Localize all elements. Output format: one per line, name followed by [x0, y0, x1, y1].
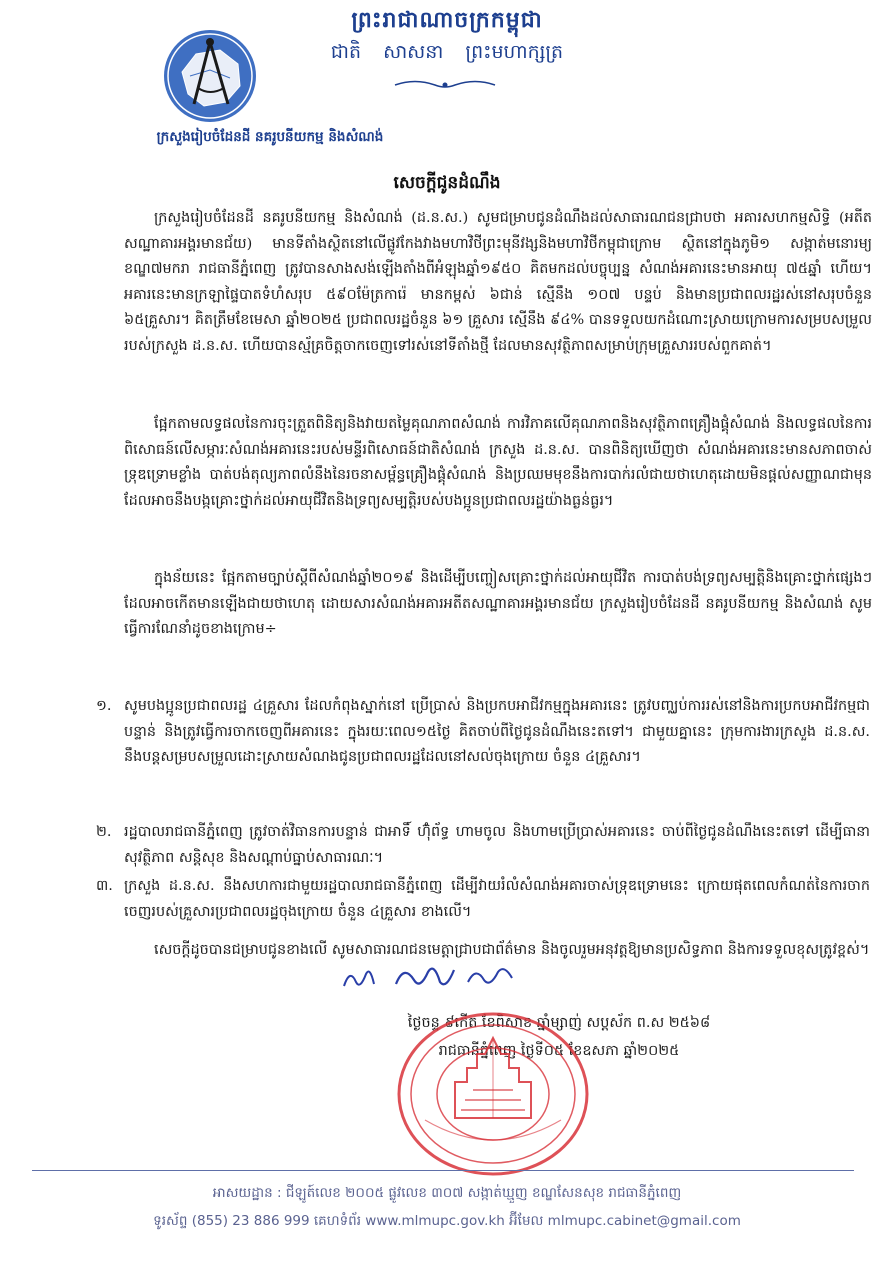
item-number: ៣.: [96, 878, 113, 894]
body-paragraph-1: [124, 206, 872, 359]
official-seal-icon: [395, 1010, 591, 1178]
list-item-3: [96, 874, 870, 925]
notice-title: សេចក្តីជូនដំណឹង: [393, 173, 501, 193]
item-text: សូមបងប្អូនប្រជាពលរដ្ឋ ៤គ្រួសារ ដែលកំពុងស្នាក់នៅ ប្រើប្រាស់ និងប្រកបអាជីវកម្មក្នុងអគារនេះ ត្រូវបញ្ឈប់ការរស់នៅនិងការប្រកបអាជីវកម្មជាបន្ទាន់ និងត្រូវធ្វើការចាកចេញពីអគារនេះ ក្នុងរយៈពេល១៥ថ្ងៃ គិតចាប់ពីថ្ងៃជូនដំណឹងនេះតទៅ។ ជាមួយគ្នានេះ ក្រុមការងារក្រសួង ដ.ន.ស. នឹងបន្តសម្របសម្រួលដោះស្រាយសំណងជូនប្រជាពលរដ្ឋដែលនៅសល់ចុងក្រោយ ចំនួន ៤គ្រួសារ។: [124, 698, 870, 765]
item-number: ១.: [96, 698, 112, 714]
paragraph-text: ផ្អែកតាមលទ្ធផលនៃការចុះត្រួតពិនិត្យនិងវាយតម្លៃគុណភាពសំណង់ ការវិភាគលើគុណភាពនិងសុវត្ថិភាពគ្រឿងផ្គុំសំណង់ និងលទ្ធផលនៃការពិសោធន៍លើសម្ភារៈសំណង់អគារនេះរបស់មន្ទីរពិសោធន៍ជាតិសំណង់ ក្រសួង ដ.ន.ស. បានពិនិត្យឃើញថា សំណង់អគារនេះមានសភាពចាស់ទ្រុឌទ្រោមខ្លាំង បាត់បង់តុល្យភាពលំនឹងនៃរចនាសម្ព័ន្ធគ្រឿងផ្គុំសំណង់ និងប្រឈមមុខនឹងការបាក់រលំជាយថាហេតុដោយមិនផ្តល់សញ្ញាណជាមុន ដែលអាចនឹងបង្កគ្រោះថ្នាក់ដល់អាយុជីវិតនិងទ្រព្យសម្បត្តិរបស់បងប្អូនប្រជាពលរដ្ឋយ៉ាងធ្ងន់ធ្ងរ។: [124, 416, 872, 509]
ministry-logo-icon: [160, 24, 260, 128]
footer-address: អាសយដ្ឋាន : ជីឡូត៍លេខ ២០០៥ ផ្លូវលេខ ៣០៧ សង្កាត់ឃ្មួញ ខណ្ឌសែនសុខ រាជធានីភ្នំពេញ: [212, 1185, 682, 1201]
closing-text: សេចក្តីដូចបានជម្រាបជូនខាងលើ សូមសាធារណជនមេត្តាជ្រាបជាព័ត៌មាន និងចូលរួមអនុវត្តឱ្យមានប្រសិទ្ធភាព និងការទទួលខុសត្រូវខ្ពស់។: [154, 942, 870, 958]
handwritten-signature-icon: [336, 960, 526, 996]
solar-date: រាជធានីភ្នំពេញ ថ្ងៃទី០៥ ខែឧសភា ឆ្នាំ២០២៥: [438, 1043, 680, 1059]
body-paragraph-3: [124, 566, 872, 643]
paragraph-text: ក្រសួងរៀបចំដែនដី នគរូបនីយកម្ម និងសំណង់ (ដ.ន.ស.) សូមជម្រាបជូនដំណឹងដល់សាធារណជនជ្រាបថា អគារសហកម្មសិទ្ធិ (អតីតសណ្ឋាគារអង្គរមានជ័យ) មានទីតាំងស្ថិតនៅលើផ្លូវកែងវាងមហាវិថីព្រះមុនីវង្សនិងមហាវិថីកម្ពុជាក្រោម ស្ថិតនៅក្នុងភូមិ១ សង្កាត់មនោរម្យ ខណ្ឌ៧មករា រាជធានីភ្នំពេញ ត្រូវបានសាងសង់ឡើងតាំងពីអំឡុងឆ្នាំ១៩៥០ គិតមកដល់បច្ចុប្បន្ន សំណង់អគារនេះមានអាយុ ៧៥ឆ្នាំ ហើយ។ អគារនេះមានក្រឡាផ្ទៃបាតទំហំសរុប ៥៩០ម៉ែត្រការ៉េ មានកម្ពស់ ៦ជាន់ ស្មើនឹង ១០៧ បន្ទប់ និងមានប្រជាពលរដ្ឋរស់នៅសរុបចំនួន ៦៥គ្រួសារ។ គិតត្រឹមខែមេសា ឆ្នាំ២០២៥ ប្រជាពលរដ្ឋចំនួន ៦១ គ្រួសារ ស្មើនឹង ៩៤% បានទទួលយកដំណោះស្រាយក្រោមការសម្របសម្រួលរបស់ក្រសួង ដ.ន.ស. ហើយបានស្ម័គ្រចិត្តចាកចេញទៅរស់នៅទីតាំងថ្មី ដែលមានសុវត្ថិភាពសម្រាប់ក្រុមគ្រួសាររបស់ពួកគាត់។: [124, 210, 872, 354]
ornament-divider-icon: [390, 78, 500, 92]
paragraph-text: ក្នុងន័យនេះ ផ្អែកតាមច្បាប់ស្តីពីសំណង់ឆ្នាំ២០១៩ និងដើម្បីបញ្ចៀសគ្រោះថ្នាក់ដល់អាយុជីវិត ការបាត់បង់ទ្រព្យសម្បត្តិនិងគ្រោះថ្នាក់ផ្សេងៗដែលអាចកើតមានឡើងជាយថាហេតុ ដោយសារសំណង់អគារអតីតសណ្ឋាគារអង្គរមានជ័យ ក្រសួងរៀបចំដែនដី នគរូបនីយកម្ម និងសំណង់ សូមធ្វើការណែនាំដូចខាងក្រោម÷: [124, 570, 872, 637]
item-number: ២.: [96, 824, 112, 840]
ministry-name: ក្រសួងរៀបចំដែនដី នគរូបនីយកម្ម និងសំណង់: [156, 129, 384, 145]
item-text: ក្រសួង ដ.ន.ស. នឹងសហការជាមួយរដ្ឋបាលរាជធានីភ្នំពេញ ដើម្បីវាយរំលំសំណង់អគារចាស់ទ្រុឌទ្រោមនេះ ក្រោយផុតពេលកំណត់នៃការចាកចេញរបស់គ្រួសារប្រជាពលរដ្ឋចុងក្រោយ ចំនួន ៤គ្រួសារ ខាងលើ។: [124, 878, 870, 920]
kingdom-heading: ព្រះរាជាណាចក្រកម្ពុជា: [351, 7, 543, 33]
footer-divider: [32, 1170, 854, 1171]
body-paragraph-2: [124, 412, 872, 514]
list-item-1: [96, 694, 870, 771]
national-motto: ជាតិ សាសនា ព្រះមហាក្សត្រ: [330, 41, 564, 63]
footer-contact: ទូរស័ព្ទ (855) 23 886 999 គេហទំព័រ www.mlmupc.gov.kh អ៊ីមែល mlmupc.cabinet@gmail.com: [153, 1213, 741, 1229]
lunar-date: ថ្ងៃចន្ទ ៩កើត ខែពិសាខ ឆ្នាំម្សាញ់ សប្តស័ក ព.ស ២៥៦៨: [407, 1015, 711, 1031]
item-text: រដ្ឋបាលរាជធានីភ្នំពេញ ត្រូវចាត់វិធានការបន្ទាន់ ជាអាទិ៍ ហ៊ុំព័ទ្ធ ហាមចូល និងហាមប្រើប្រាស់អគារនេះ ចាប់ពីថ្ងៃជូនដំណឹងនេះតទៅ ដើម្បីធានាសុវត្ថិភាព សន្តិសុខ និងសណ្តាប់ធ្នាប់សាធារណៈ។: [124, 824, 870, 866]
list-item-2: [96, 820, 870, 871]
